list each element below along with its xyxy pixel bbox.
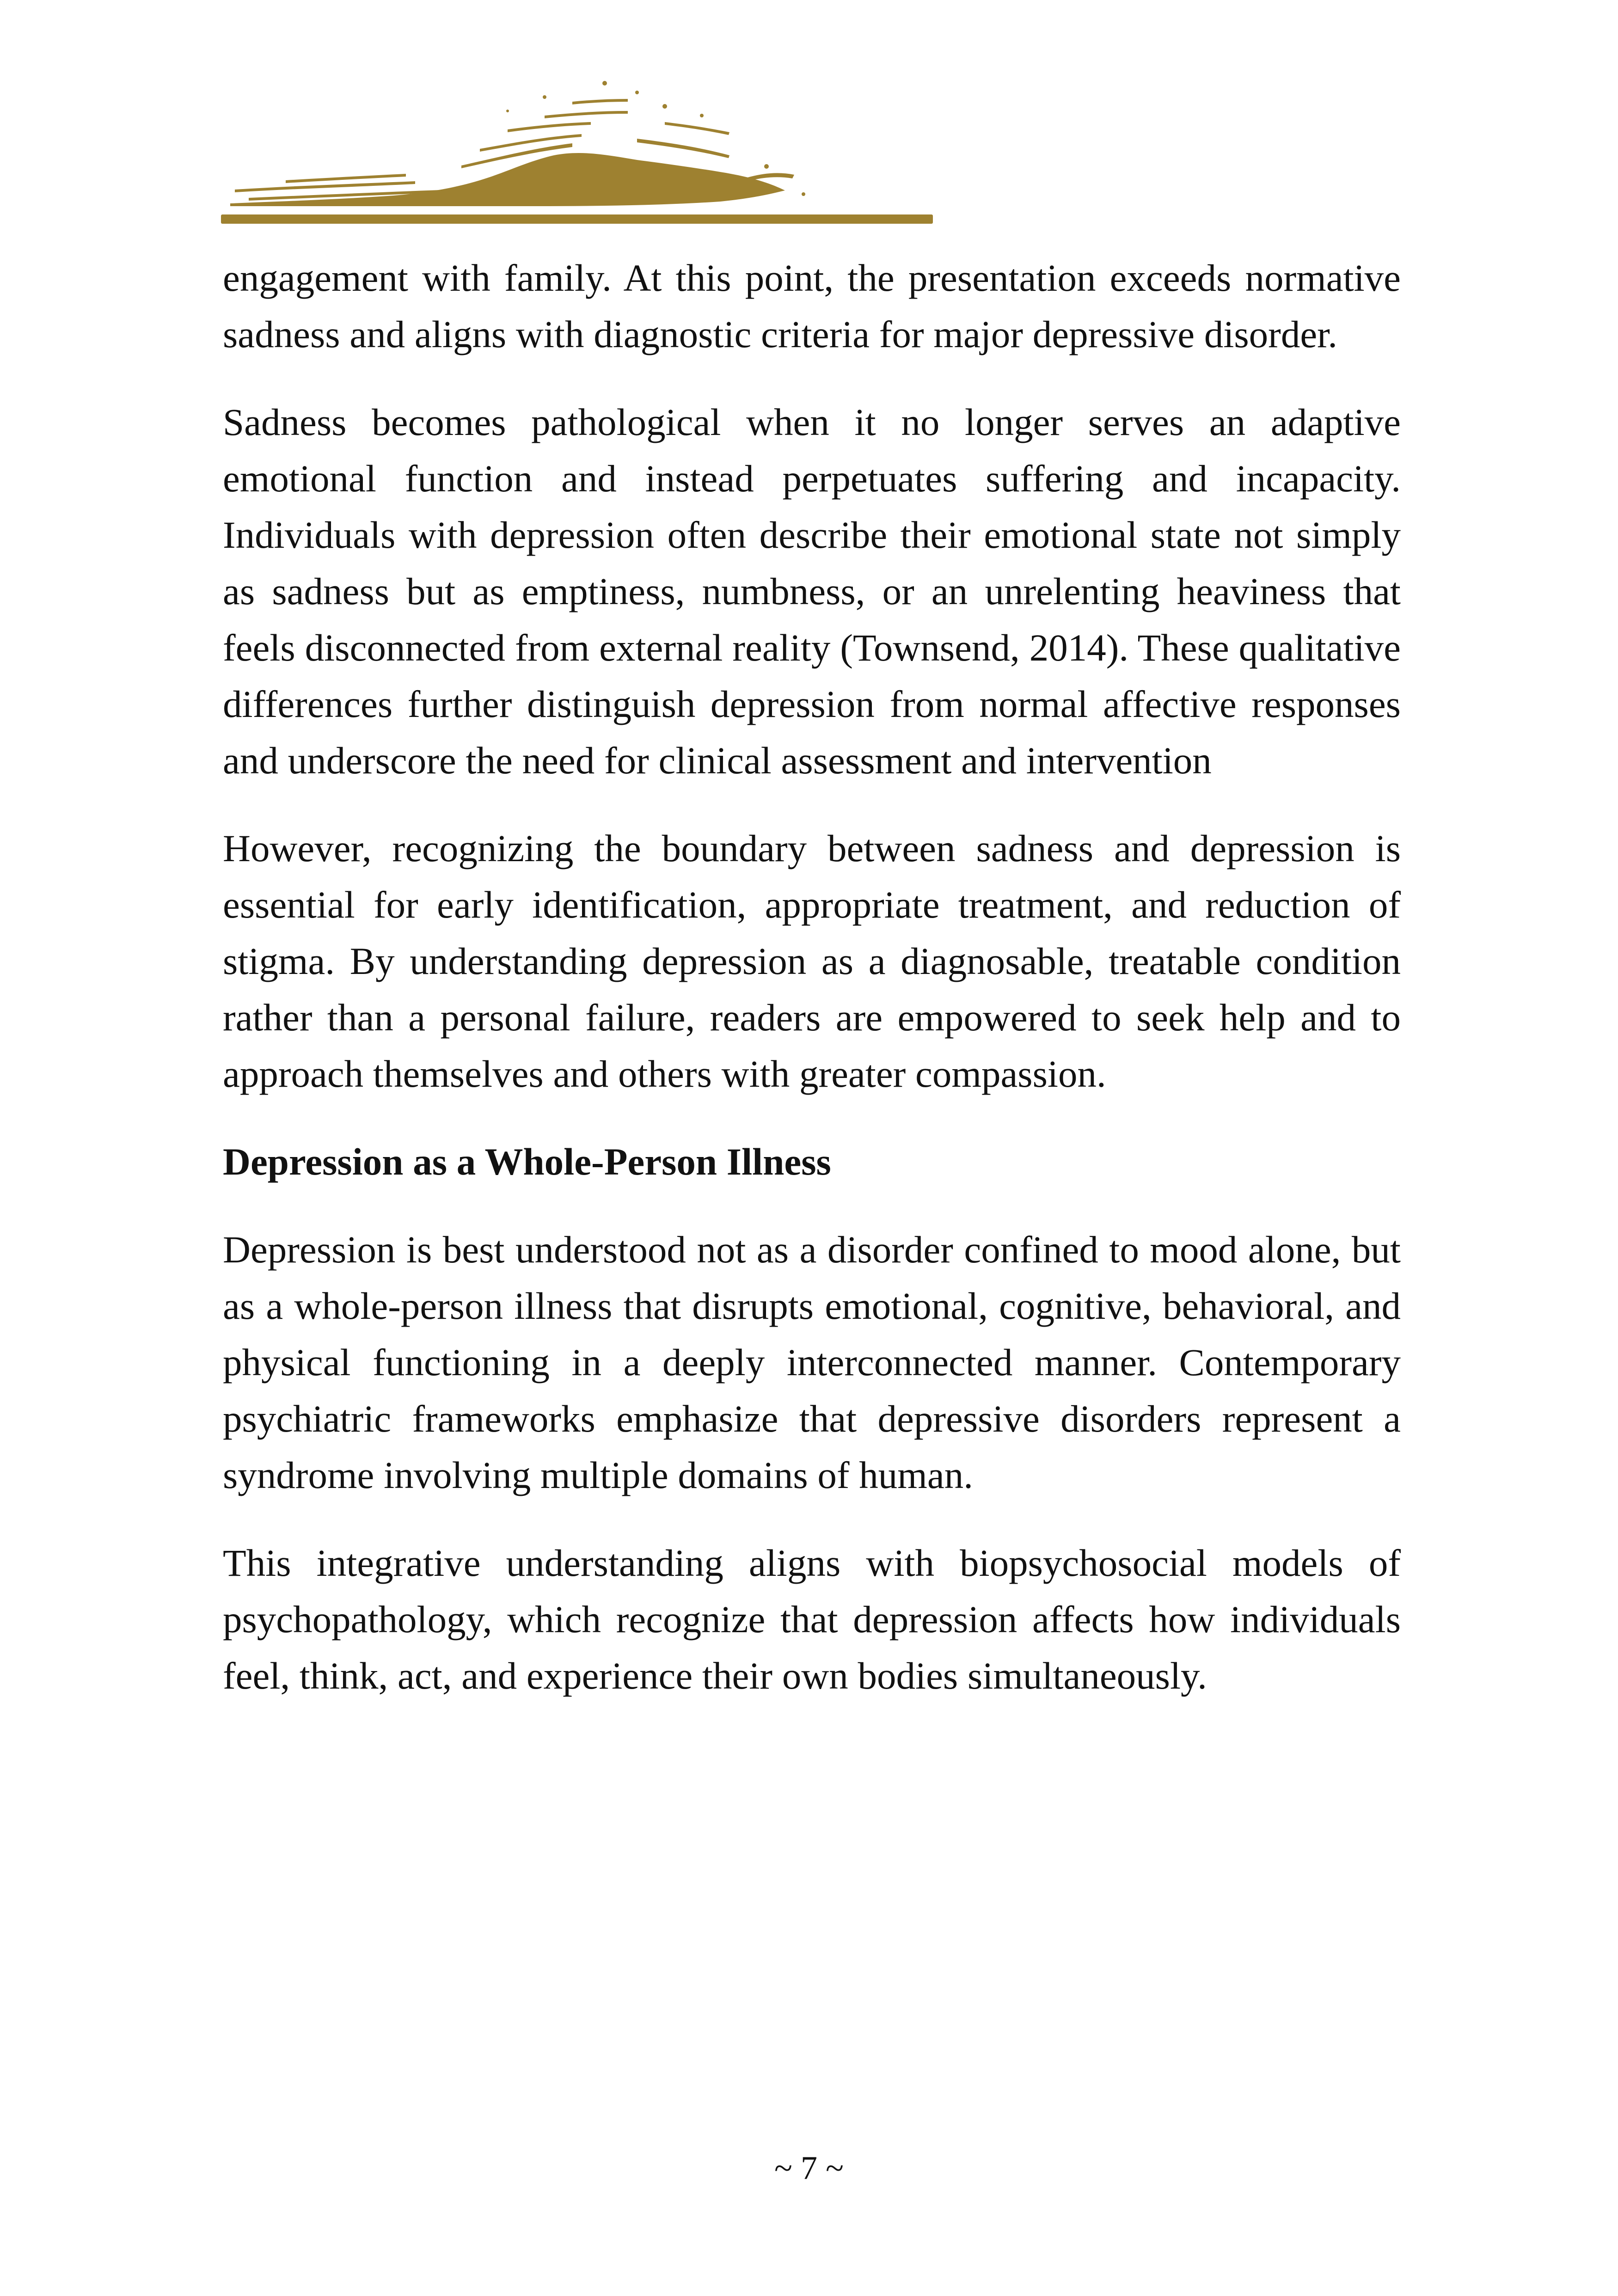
- body-paragraph: Sadness becomes pathological when it no longer serves an adaptive emotional function and instead perpetuates suffering and incapacity. Individuals with depression often describe their emotional state not simply as sadness but as emptiness, numbness, or an unrelenting heaviness that feels disconnected from external reality (Townsend, 2014). These qualitative differences further distinguish depression from normal affective responses and underscore the need for clinical assessment and intervention: [223, 401, 1401, 782]
- body-paragraph: However, recognizing the boundary between sadness and depression is essential for early identification, appropriate treatment, and reduction of stigma. By understanding depression as a diagnosable, treatable condition rather than a personal failure, readers are empowered to seek help and to approach themselves and others with greater compassion.: [223, 827, 1401, 1095]
- page-body: [223, 250, 1401, 1704]
- page-number: ~ 7 ~: [774, 2149, 844, 2186]
- body-paragraph: engagement with family. At this point, the presentation exceeds normative sadness and aligns with diagnostic criteria for major depressive disorder.: [223, 257, 1401, 355]
- body-paragraph: This integrative understanding aligns with biopsychosocial models of psychopathology, which recognize that depression affects how individuals feel, think, act, and experience their own bodies simultaneously.: [223, 1542, 1401, 1697]
- body-paragraph: Depression is best understood not as a disorder confined to mood alone, but as a whole-person illness that disrupts emotional, cognitive, behavioral, and physical functioning in a deeply interconnected manner. Contemporary psychiatric frameworks emphasize that depressive disorders represent a syndrome involving multiple domains of human.: [223, 1228, 1401, 1496]
- gold-wave-ornament-icon: [221, 65, 933, 236]
- section-heading: Depression as a Whole-Person Illness: [223, 1140, 831, 1183]
